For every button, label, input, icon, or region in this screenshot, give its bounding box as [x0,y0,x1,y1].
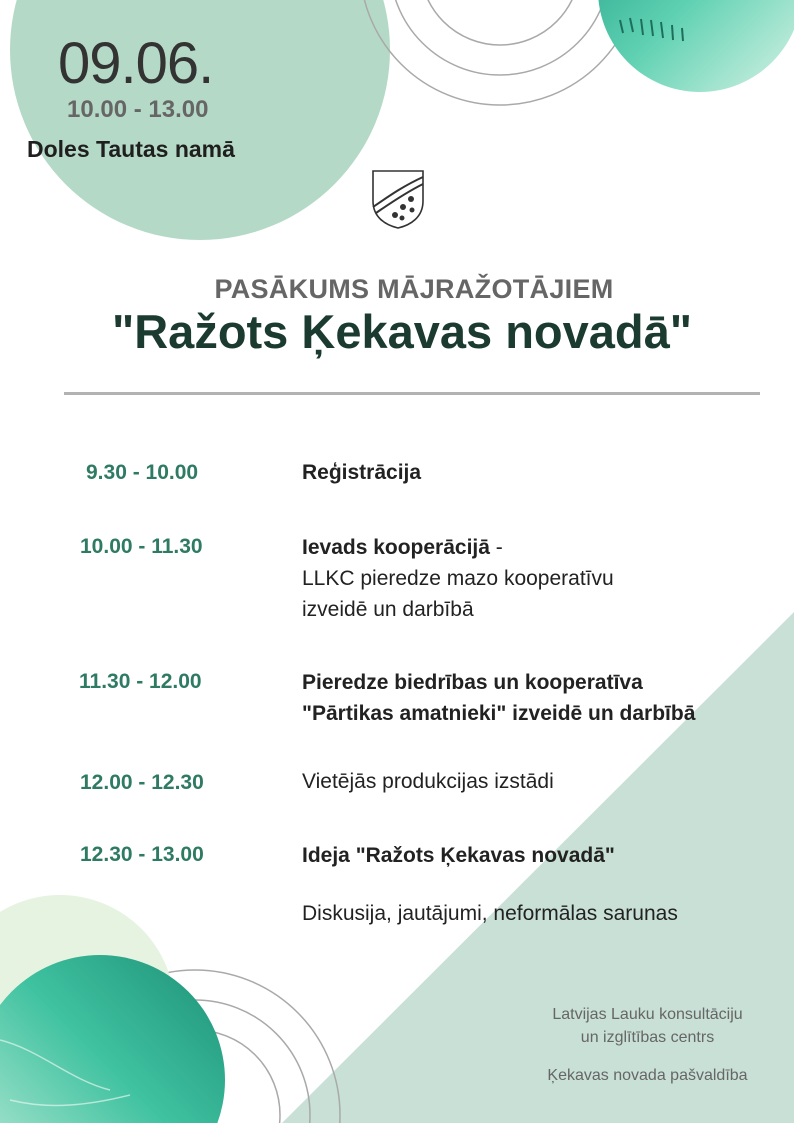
footer-org-1-line2: un izglītības centrs [580,1029,715,1046]
divider [64,392,760,395]
agenda-time-4: 12.00 - 12.30 [80,771,204,794]
gradient-circle-top-right [598,0,794,92]
agenda-title-2: Ievads kooperācijā [302,536,490,559]
agenda-line1-3: Pieredze biedrības un kooperatīva [302,671,643,694]
agenda-time-3: 11.30 - 12.00 [79,670,202,693]
agenda-item-1 [302,457,772,488]
footer-org-1 [520,1003,775,1049]
agenda-title-5: Ideja "Ražots Ķekavas novadā" [302,844,615,867]
event-date: 09.06. [58,31,214,96]
agenda-line3-2: izveidē un darbībā [302,598,474,621]
agenda-time-1: 9.30 - 10.00 [86,461,199,484]
agenda-item-3 [302,667,772,729]
agenda-item-2 [302,532,772,625]
agenda-item-5 [302,840,772,871]
agenda-time-5: 12.30 - 13.00 [80,843,204,866]
event-place: Doles Tautas namā [27,136,235,162]
agenda-title-1: Reģistrācija [302,461,422,484]
footer-org-1-line1: Latvijas Lauku konsultāciju [552,1006,743,1023]
agenda-text-4: Vietējās produkcijas izstādi [302,770,554,793]
agenda-suffix-2: - [489,536,503,559]
event-title: "Ražots Ķekavas novadā" [111,305,693,358]
agenda-line2-2: LLKC pieredze mazo kooperatīvu [302,567,614,590]
kekava-coat-of-arms-icon [371,169,425,229]
rings-top [360,0,640,105]
agenda-time-2: 10.00 - 11.30 [80,535,203,558]
event-subtitle: PASĀKUMS MĀJRAŽOTĀJIEM [214,274,614,304]
gradient-circle-bottom-left [0,955,225,1123]
footer-org-2: Ķekavas novada pašvaldība [547,1067,748,1084]
agenda-line2-3: "Pārtikas amatnieki" izveidē un darbībā [302,702,696,725]
event-time: 10.00 - 13.00 [67,96,209,123]
agenda-item-4 [302,766,772,797]
agenda-item-6 [302,898,772,929]
agenda-text-6: Diskusija, jautājumi, neformālas sarunas [302,902,678,925]
